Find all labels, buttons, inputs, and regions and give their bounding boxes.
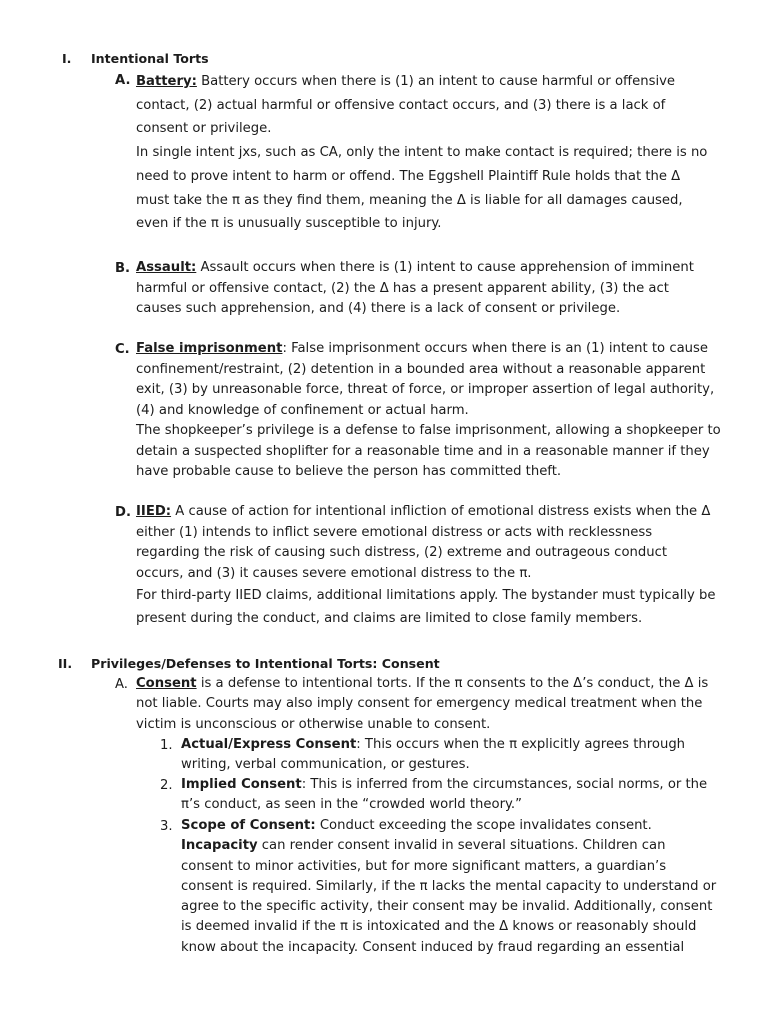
battery-definition: Battery: Battery occurs when there is (1) an intent to cause harmful or offensive contact, (2) actual harmful or offensive contact occurs, and (3) there is a lack of consent or privilege. (136, 74, 676, 137)
item-b-letter: B. (115, 261, 131, 276)
item-2-number: 2. (160, 778, 173, 793)
battery-paragraph (136, 70, 711, 236)
section-1-title: Intentional Torts (91, 51, 209, 66)
assault-paragraph (136, 258, 711, 320)
consent-term: Consent (136, 676, 197, 691)
assault-term: Assault: (136, 260, 197, 275)
scope-of-consent-item: Scope of Consent: Conduct exceeding the scope invalidates consent. Incapacity can render consent invalid in several situations. Children can consent to minor activities, but for more significant matters, a guardian’s consent is required. Similarly, if the π lacks the mental capacity to understand or agree to the specific activity, their consent may be invalid. Additionally, consent is deemed invalid if the π is intoxicated and the Δ knows or reasonably should know about the incapacity. Consent induced by fraud regarding an essential (181, 818, 717, 955)
false-imprisonment-paragraph (136, 339, 726, 483)
iied-term: IIED: (136, 504, 172, 519)
express-consent-item: Actual/Express Consent: This occurs when the π explicitly agrees through writing, verbal communication, or gestures. (181, 737, 686, 773)
item-c-letter: C. (115, 342, 130, 357)
iied-paragraph (136, 502, 716, 630)
implied-consent-item: Implied Consent: This is inferred from the circumstances, social norms, or the π’s conduct, as seen in the “crowded world theory.” (181, 777, 708, 813)
false-imprisonment-definition: False imprisonment: False imprisonment occurs when there is an (1) intent to cause confinement/restraint, (2) detention in a bounded area without a reasonable apparent exit, (3) by unreasonable force, threat of force, or improper assertion of legal authority, (4) and knowledge of confinement or actual harm. (136, 341, 715, 418)
section-2-title: Privileges/Defenses to Intentional Torts: Consent (91, 656, 440, 671)
section-1-numeral: I. (62, 51, 72, 66)
scope-of-consent-term: Scope of Consent: (181, 818, 316, 833)
express-consent-term: Actual/Express Consent (181, 737, 357, 752)
battery-note: In single intent jxs, such as CA, only the intent to make contact is required; there is no need to prove intent to harm or offend. The Eggshell Plaintiff Rule holds that the Δ must take the π as they find them, meaning the Δ is liable for all damages caused, even if the π is unusually susceptible to injury. (136, 145, 708, 232)
third-party-iied-note: For third-party IIED claims, additional limitations apply. The bystander must typically be present during the conduct, and claims are limited to close family members. (136, 588, 716, 626)
assault-definition: Assault: Assault occurs when there is (1) intent to cause apprehension of imminent harmful or offensive contact, (2) the Δ has a present apparent ability, (3) the act causes such apprehension, and (4) there is a lack of consent or privilege. (136, 260, 694, 316)
false-imprisonment-term: False imprisonment (136, 341, 283, 356)
item-d-letter: D. (115, 505, 131, 520)
section-2-numeral: II. (58, 656, 73, 671)
shopkeeper-privilege-note: The shopkeeper’s privilege is a defense to false imprisonment, allowing a shopkeeper to detain a suspected shoplifter for a reasonable time and in a reasonable manner if they have probable cause to believe the person has committed theft. (136, 423, 721, 479)
incapacity-term: Incapacity (181, 838, 258, 854)
item-1-number: 1. (160, 738, 173, 753)
item-3-number: 3. (160, 819, 173, 834)
implied-consent-term: Implied Consent (181, 777, 302, 792)
battery-term: Battery: (136, 74, 197, 89)
item-a-letter: A. (115, 73, 131, 88)
consent-paragraph: Consent is a defense to intentional torts. If the π consents to the Δ’s conduct, the Δ is not liable. Courts may also imply consent for emergency medical treatment when the victim is unconscious or otherwise unable to consent. (136, 676, 709, 732)
consent-item-letter: A. (115, 677, 128, 692)
iied-definition: IIED: A cause of action for intentional infliction of emotional distress exists when the Δ either (1) intends to inflict severe emotional distress or acts with recklessness regarding the risk of causing such distress, (2) extreme and outrageous conduct occurs, and (3) it causes severe emotional distress to the π. (136, 504, 711, 581)
